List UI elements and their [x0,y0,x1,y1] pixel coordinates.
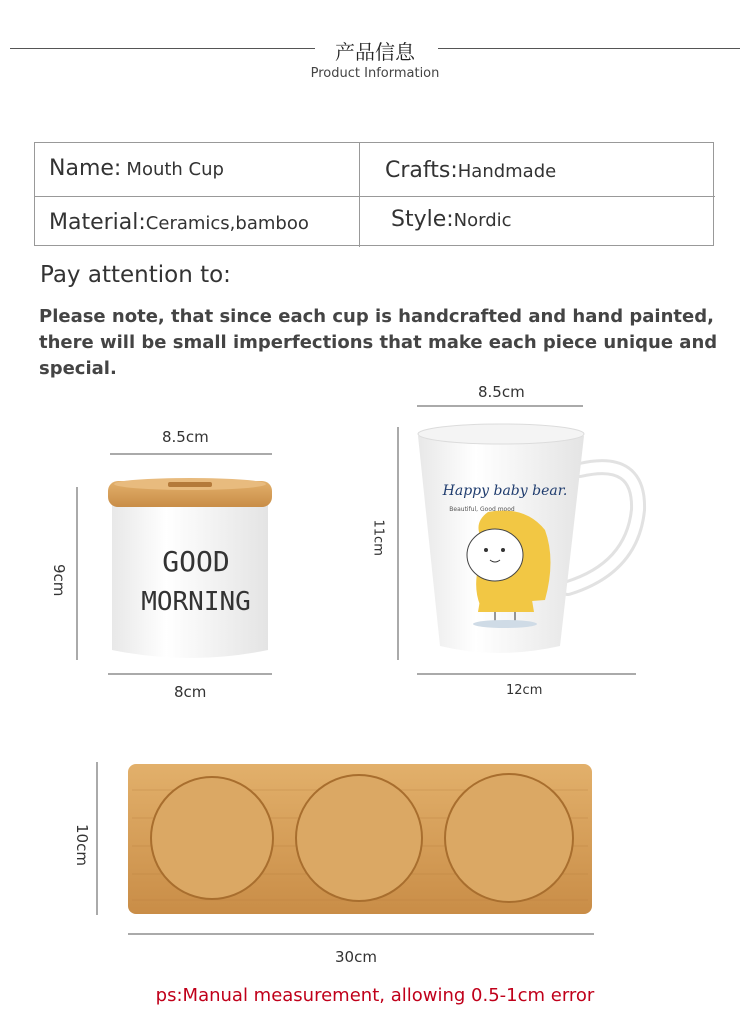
tray-width-label: 30cm [335,948,377,966]
spec-crafts-key: Crafts: [385,158,458,183]
mug-height-label: 11cm [370,519,386,556]
bamboo-tray [128,764,592,914]
holder-top-width-label: 8.5cm [162,428,209,446]
holder-bottom-width-label: 8cm [174,683,207,701]
spec-material-value: Ceramics,bamboo [145,213,309,234]
mug-bottom-width-label: 12cm [506,683,543,698]
spec-style-key: Style: [391,207,454,232]
tray-height-label: 10cm [73,824,91,866]
section-title-chinese: 产品信息 [335,40,415,64]
notice-title: Pay attention to: [40,262,231,288]
mug [418,424,638,653]
section-title-english: Product Information [310,66,440,81]
mug-print-line2: Beautiful, Good mood [449,506,515,513]
holder-print-line2: MORNING [141,587,251,617]
spec-name-key: Name: [49,156,122,181]
mug-top-width-label: 8.5cm [478,383,525,401]
spec-material-key: Material: [49,210,146,235]
notice-body: Please note, that since each cup is handcrafted and hand painted, there will be small imperfections that make each piece unique and special. [39,306,718,379]
holder-height-label: 9cm [50,564,68,597]
holder-print-line1: GOOD [162,545,230,578]
spec-style-value: Nordic [453,210,512,231]
spec-name-value: Mouth Cup [126,159,224,180]
mug-print-line1: Happy baby bear. [442,483,568,499]
measurement-note: ps:Manual measurement, allowing 0.5-1cm error [155,985,595,1006]
spec-crafts-value: Handmade [457,161,557,182]
